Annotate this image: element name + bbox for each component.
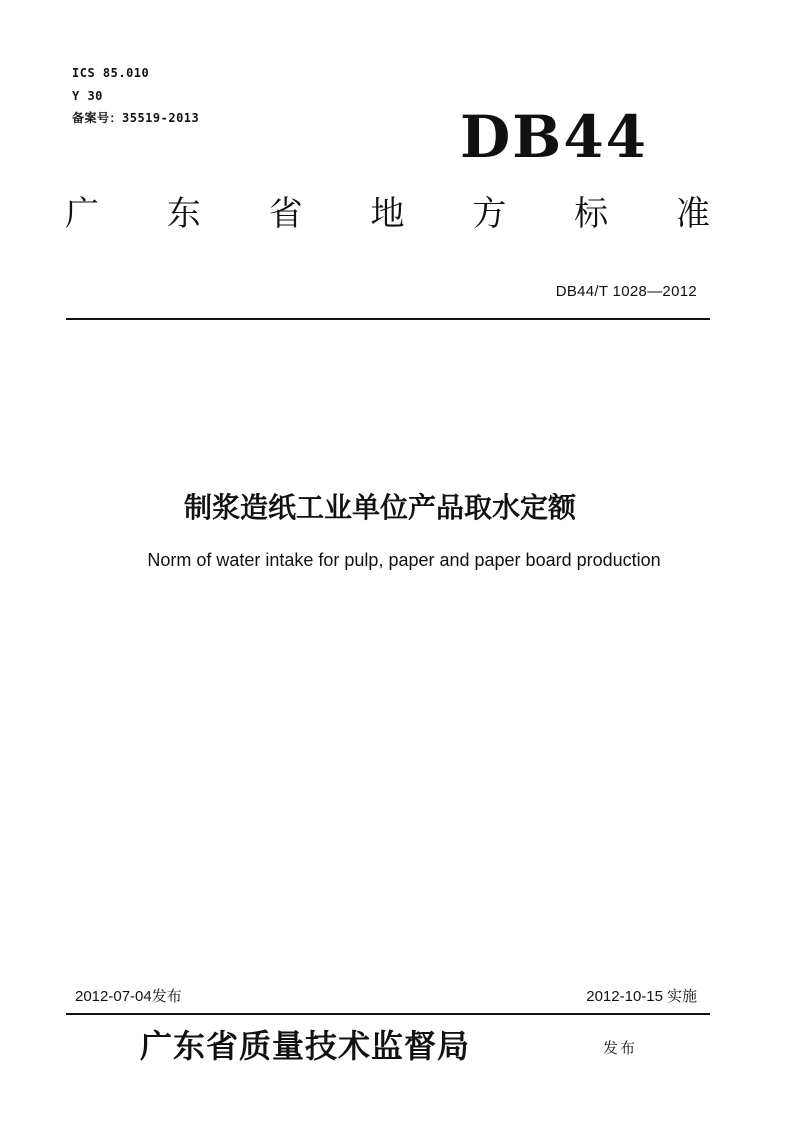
document-title-english: Norm of water intake for pulp, paper and paper board production xyxy=(147,550,661,570)
standard-type-char: 地 xyxy=(370,194,405,234)
ics-code: ICS 85.010 xyxy=(72,66,150,80)
standard-type-char: 广 xyxy=(65,194,99,234)
standard-type-char: 省 xyxy=(268,194,303,234)
record-number: 备案号：35519-2013 xyxy=(72,111,200,125)
standard-type-char: 东 xyxy=(166,194,201,234)
implement-date xyxy=(586,986,697,1007)
document-title-chinese: 制浆造纸工业单位产品取水定额 xyxy=(183,491,576,524)
top-divider xyxy=(66,318,710,320)
release-date-value: 2012-07-04 xyxy=(75,988,152,1005)
standard-number: DB44/T 1028—2012 xyxy=(555,283,697,300)
standard-type-char: 准 xyxy=(675,194,710,234)
standard-type-title xyxy=(65,192,710,236)
implement-date-value: 2012-10-15 xyxy=(586,988,663,1005)
standard-code-logo: DB44 xyxy=(460,103,649,171)
standard-type-char: 方 xyxy=(472,194,507,234)
bottom-divider xyxy=(66,1013,710,1015)
standard-type-char: 标 xyxy=(574,194,609,234)
issuing-authority: 广东省质量技术监督局 xyxy=(140,1027,471,1065)
issued-label: 发布 xyxy=(603,1039,638,1057)
ccs-code: Y 30 xyxy=(72,89,103,103)
release-date-label: 发布 xyxy=(151,987,182,1005)
implement-date-label: 实施 xyxy=(666,987,697,1005)
release-date xyxy=(75,986,182,1007)
